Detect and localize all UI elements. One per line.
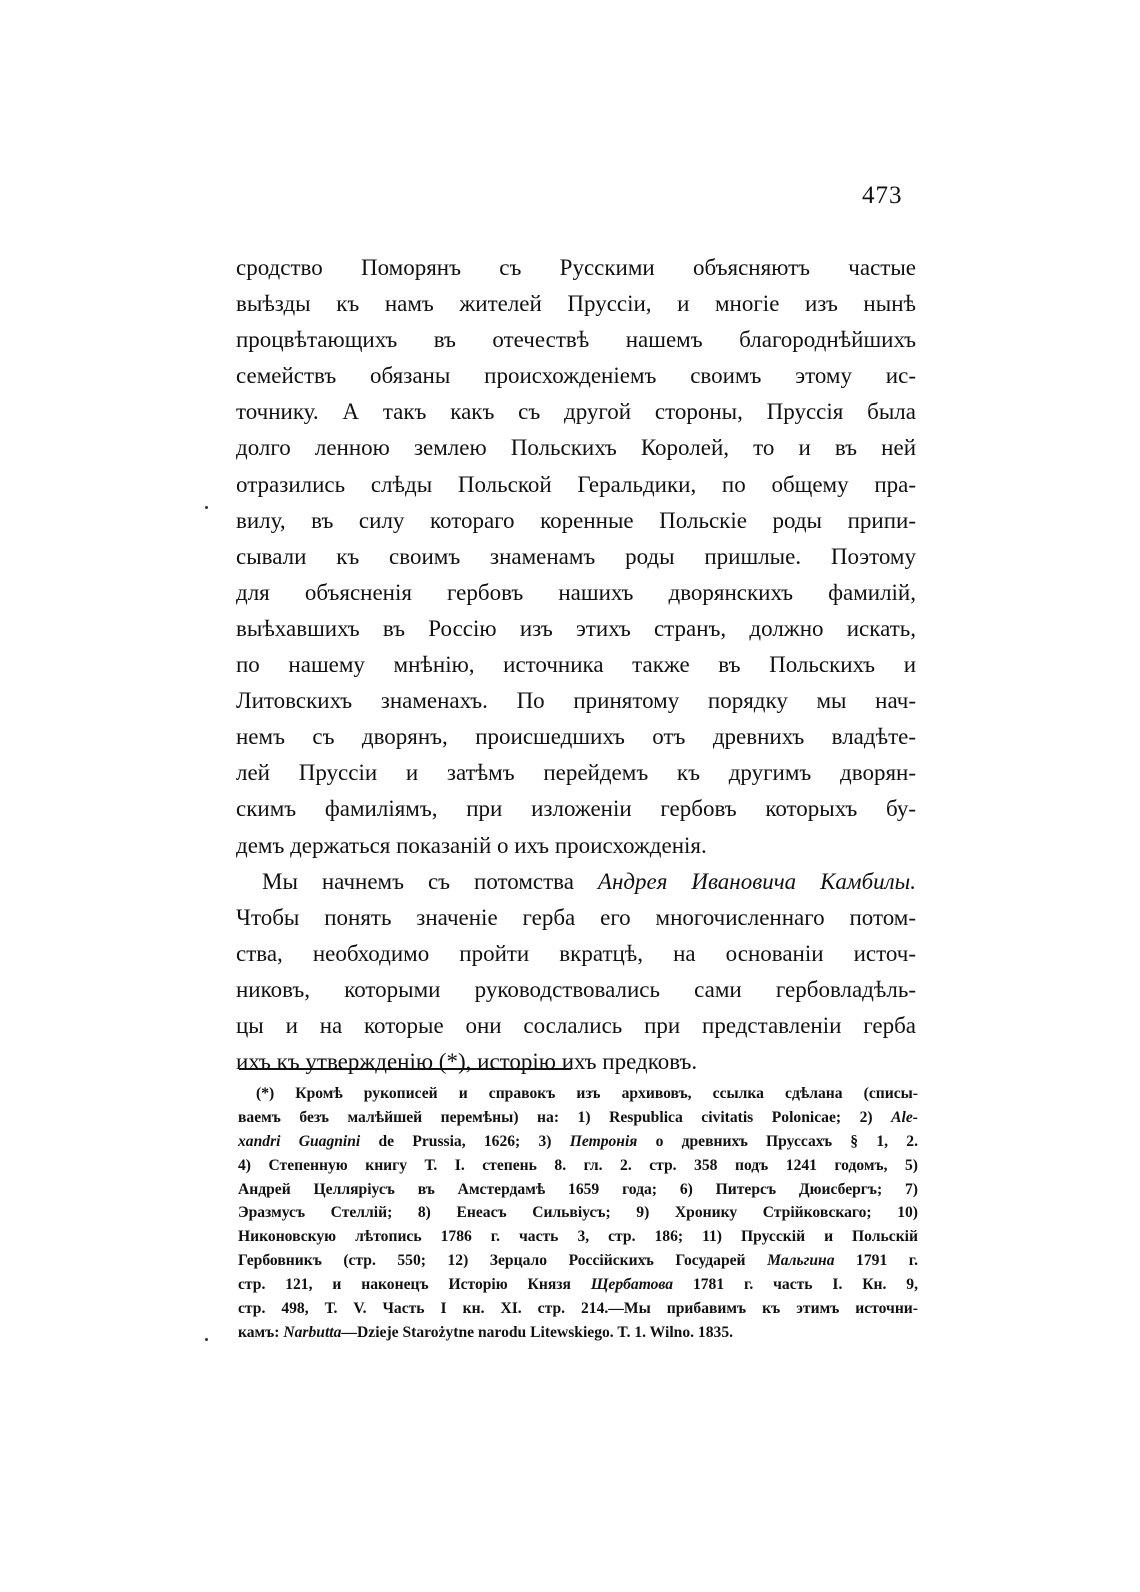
text-line: для объясненія гербовъ нашихъ дворянскихъ фамилій, xyxy=(236,579,916,605)
footnote-line: Андрей Целляріусъ въ Амстердамѣ 1659 года; 6) Питерсъ Дюисбергъ; 7) xyxy=(238,1180,918,1198)
footnote xyxy=(238,1082,918,1345)
footnote-text: Гербовникъ (стр. 550; 12) Зерцало Россійскихъ Государей xyxy=(238,1252,768,1270)
footnote-line: (*) Кромѣ рукописей и справокъ изъ архивовъ, ссылка сдѣлана (списы- xyxy=(256,1085,918,1102)
text-line: демъ держаться показаній о ихъ происхожденія. xyxy=(236,832,707,858)
footnote-text: о древнихъ Пруссахъ § 1, 2. xyxy=(637,1132,918,1150)
text-line: выѣзды къ намъ жителей Пруссіи, и многіе изъ нынѣ xyxy=(236,291,916,317)
footnote-line: Эразмусъ Стеллій; 8) Енеасъ Сильвіусъ; 9) Хронику Стрійковскаго; 10) xyxy=(238,1204,918,1222)
footnote-italic: Narbutta xyxy=(283,1323,342,1341)
main-text xyxy=(236,250,916,1080)
footnote-line xyxy=(238,1130,918,1154)
text-line: по нашему мнѣнію, источника также въ Польскихъ и xyxy=(236,652,916,678)
text-line: немъ съ дворянъ, происшедшихъ отъ древнихъ владѣте- xyxy=(236,724,916,750)
text-line: Литовскихъ знаменахъ. По принятому порядку мы нач- xyxy=(236,688,916,714)
text-line: сывали къ своимъ знаменамъ роды пришлые. Поэтому xyxy=(236,543,916,569)
footnote-text: 1781 г. часть I. Кн. 9, xyxy=(673,1276,918,1294)
footnote-line: Никоновскую лѣтопись 1786 г. часть 3, стр. 186; 11) Прусскій и Польскій xyxy=(238,1228,918,1246)
text-line: скимъ фамиліямъ, при изложеніи гербовъ которыхъ бу- xyxy=(236,796,916,822)
margin-mark xyxy=(205,506,208,509)
footnote-italic: Мальгина xyxy=(767,1252,835,1270)
text-line: отразились слѣды Польской Геральдики, по общему пра- xyxy=(236,471,916,497)
text-line: ства, необходимо пройти вкратцѣ, на основаніи источ- xyxy=(236,940,916,966)
footnote-text: de Prussia, 1626; 3) xyxy=(360,1132,570,1150)
footnote-text: стр. 121, и наконецъ Исторію Князя xyxy=(238,1276,591,1294)
text-line: точнику. А такъ какъ съ другой стороны, Пруссія была xyxy=(236,399,916,425)
footnote-italic: Ale- xyxy=(891,1108,918,1126)
text-line: ихъ къ утвержденію (*), исторію ихъ предковъ. xyxy=(236,1049,698,1075)
para2-lead: Мы начнемъ съ потомства xyxy=(262,868,598,894)
text-line: процвѣтающихъ въ отечествѣ нашемъ благороднѣйшихъ xyxy=(236,327,916,353)
text-line: Чтобы понять значеніе герба его многочисленнаго потом- xyxy=(236,904,916,930)
footnote-line xyxy=(238,1273,918,1297)
footnote-line xyxy=(238,1321,918,1345)
text-line: семействъ обязаны происхожденіемъ своимъ этому ис- xyxy=(236,363,916,389)
text-line: лей Пруссіи и затѣмъ перейдемъ къ другимъ дворян- xyxy=(236,760,916,786)
text-line: никовъ, которыми руководствовались сами гербовладѣль- xyxy=(236,976,916,1002)
paragraph-2-first-line xyxy=(236,864,916,900)
footnote-text: ваемъ безъ малѣйшей перемѣны) на: 1) Respublica civitatis Polonicae; 2) xyxy=(238,1108,892,1126)
footnote-divider xyxy=(239,1068,571,1070)
footnote-text: камъ: xyxy=(238,1323,284,1341)
text-line: сродство Поморянъ съ Русскими объясняютъ частые xyxy=(236,255,916,280)
person-name: Андрея Ивановича Камбилы. xyxy=(597,868,917,894)
text-line: выѣхавшихъ въ Россію изъ этихъ странъ, должно искать, xyxy=(236,615,916,641)
footnote-line xyxy=(238,1249,918,1273)
footnote-italic: Щербатова xyxy=(590,1276,674,1294)
text-line: долго ленною землею Польскихъ Королей, то и въ ней xyxy=(236,435,916,461)
text-line: вилу, въ силу котораго коренные Польскіе роды припи- xyxy=(236,507,916,533)
text-line: цы и на которые они сослались при представленіи герба xyxy=(236,1012,916,1038)
footnote-line: стр. 498, Т. V. Часть I кн. XI. стр. 214.—Мы прибавимъ къ этимъ источни- xyxy=(238,1300,918,1318)
footnote-italic: xandri Guagnini xyxy=(238,1132,361,1150)
footnote-text: —Dzieje Starożytne narodu Litewskiego. T. 1. Wilno. 1835. xyxy=(341,1323,734,1341)
page-number: 473 xyxy=(862,182,903,209)
footnote-italic: Петронія xyxy=(569,1132,638,1150)
margin-mark xyxy=(205,1338,208,1341)
footnote-line: 4) Степенную книгу Т. I. степень 8. гл. 2. стр. 358 подъ 1241 годомъ, 5) xyxy=(238,1156,918,1174)
footnote-line xyxy=(238,1106,918,1130)
footnote-text: 1791 г. xyxy=(834,1252,918,1270)
